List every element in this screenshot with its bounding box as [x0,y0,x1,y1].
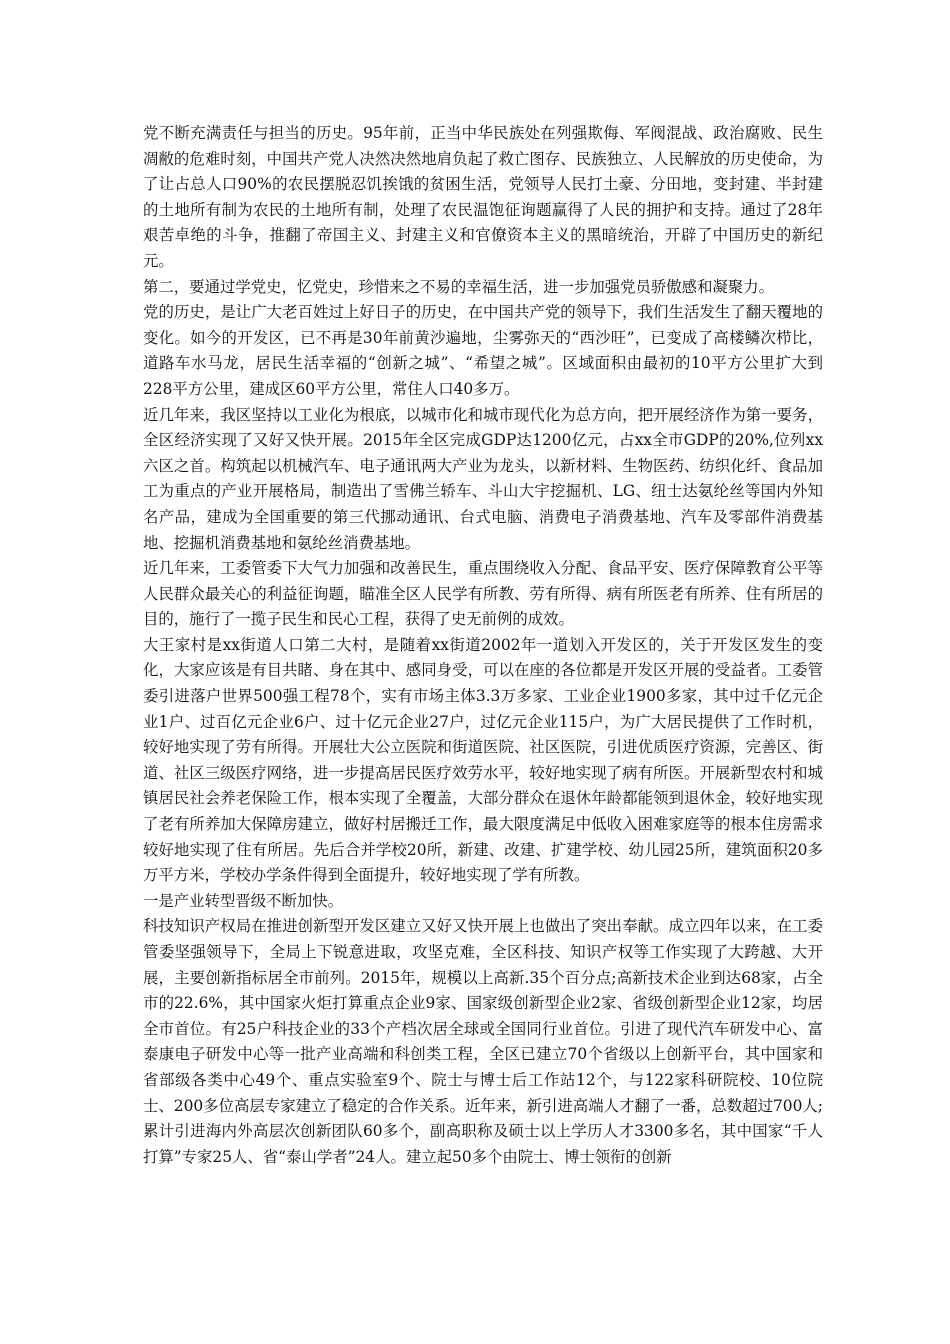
paragraph-heading-industry: 一是产业转型晋级不断加快。 [143,891,344,910]
paragraph-heading-second: 第二，要通过学党史，忆党史，珍惜来之不易的幸福生活，进一步加强党员骄傲感和凝聚力。 [143,277,775,296]
paragraph-village: 大王家村是xx街道人口第二大村，是随着xx街道2002年一道划入开发区的，关于开发区发生的变化，大家应该是有目共睹、身在其中、感同身受，可以在座的各位都是开发区开展的受益者。工委管委引进落户世界500强工程78个，实有市场主体3.3万多家、工业企业1900多家，其中过千亿元企业1户、过百亿元企业6户、过十亿元企业27户，过亿元企业115户，为广大居民提供了工作时机，较好地实现了劳有所得。开展壮大公立医院和街道医院、社区医院，引进优质医疗资源，完善区、街道、社区三级医疗网络，进一步提高居民医疗效劳水平，较好地实现了病有所医。开展新型农村和城镇居民社会养老保险工作，根本实现了全覆盖，大部分群众在退休年龄都能领到退休金，较好地实现了老有所养加大保障房建立，做好村居搬迁工作，最大限度满足中低收入困难家庭等的根本住房需求较好地实现了住有所居。先后合并学校20所，新建、改建、扩建学校、幼儿园25所，建筑面积20多万平方米，学校办学条件得到全面提升，较好地实现了学有所教。 [143,635,823,885]
paragraph-technology: 科技知识产权局在推进创新型开发区建立又好又快开展上也做出了突出奉献。成立四年以来，在工委管委坚强领导下，全局上下锐意进取，攻坚克难，全区科技、知识产权等工作实现了大跨越、大开展，主要创新指标居全市前列。2015年，规模以上高新.35个百分点;高新技术企业到达68家，占全市的22.6%，其中国家火炬打算重点企业9家、国家级创新型企业2家、省级创新型企业12家，均居全市首位。有25户科技企业的33个产档次居全球或全国同行业首位。引进了现代汽车研发中心、富泰康电子研发中心等一批产业高端和科创类工程，全区已建立70个省级以上创新平台，其中国家和省部级各类中心49个、重点实验室9个、院士与博士后工作站12个，与122家科研院校、10位院士、200多位高层专家建立了稳定的合作关系。近年来，新引进高端人才翻了一番，总数超过700人;累计引进海内外高层次创新团队60多个，副高职称及硕士以上学历人才3300多名，其中国家“千人打算”专家25人、省“泰山学者”24人。建立起50多个由院士、博士领衔的创新 [143,917,823,1166]
paragraph-economy: 近几年来，我区坚持以工业化为根底，以城市化和城市现代化为总方向，把开展经济作为第一要务，全区经济实现了又好又快开展。2015年全区完成GDP达1200亿元，占xx全市GDP的20%,位列xx六区之首。构筑起以机械汽车、电子通讯两大产业为龙头，以新材料、生物医药、纺织化纤、食品加工为重点的产业开展格局，制造出了雪佛兰轿车、斗山大宇挖掘机、LG、纽士达氨纶丝等国内外知名产品，建成为全国重要的第三代挪动通讯、台式电脑、消费电子消费基地、汽车及零部件消费基地、挖掘机消费基地和氨纶丝消费基地。 [143,405,823,552]
paragraph-development-zone: 党的历史，是让广大老百姓过上好日子的历史，在中国共产党的领导下，我们生活发生了翻天覆地的变化。如今的开发区，已不再是30年前黄沙遍地，尘雾弥天的“西沙旺”，已变成了高楼鳞次栉比，道路车水马龙，居民生活幸福的“创新之城”、“希望之城”。区域面积由最初的10平方公里扩大到228平方公里，建成区60平方公里，常住人口40多万。 [143,303,823,398]
document-page [143,121,823,1170]
paragraph-livelihood: 近几年来，工委管委下大气力加强和改善民生，重点围绕收入分配、食品平安、医疗保障教育公平等人民群众最关心的利益征询题，瞄准全区人民学有所教、劳有所得、病有所医老有所养、住有所居的目的，施行了一揽子民生和民心工程，获得了史无前例的成效。 [143,559,823,629]
paragraph-party-history: 党不断充满责任与担当的历史。95年前，正当中华民族处在列强欺侮、军阀混战、政治腐败、民生凋敝的危难时刻，中国共产党人决然决然地肩负起了救亡图存、民族独立、人民解放的历史使命，为了让占总人口90%的农民摆脱忍饥挨饿的贫困生活，党领导人民打土豪、分田地，变封建、半封建的土地所有制为农民的土地所有制，处理了农民温饱征询题赢得了人民的拥护和支持。通过了28年艰苦卓绝的斗争，推翻了帝国主义、封建主义和官僚资本主义的黑暗统治，开辟了中国历史的新纪元。 [143,124,823,270]
